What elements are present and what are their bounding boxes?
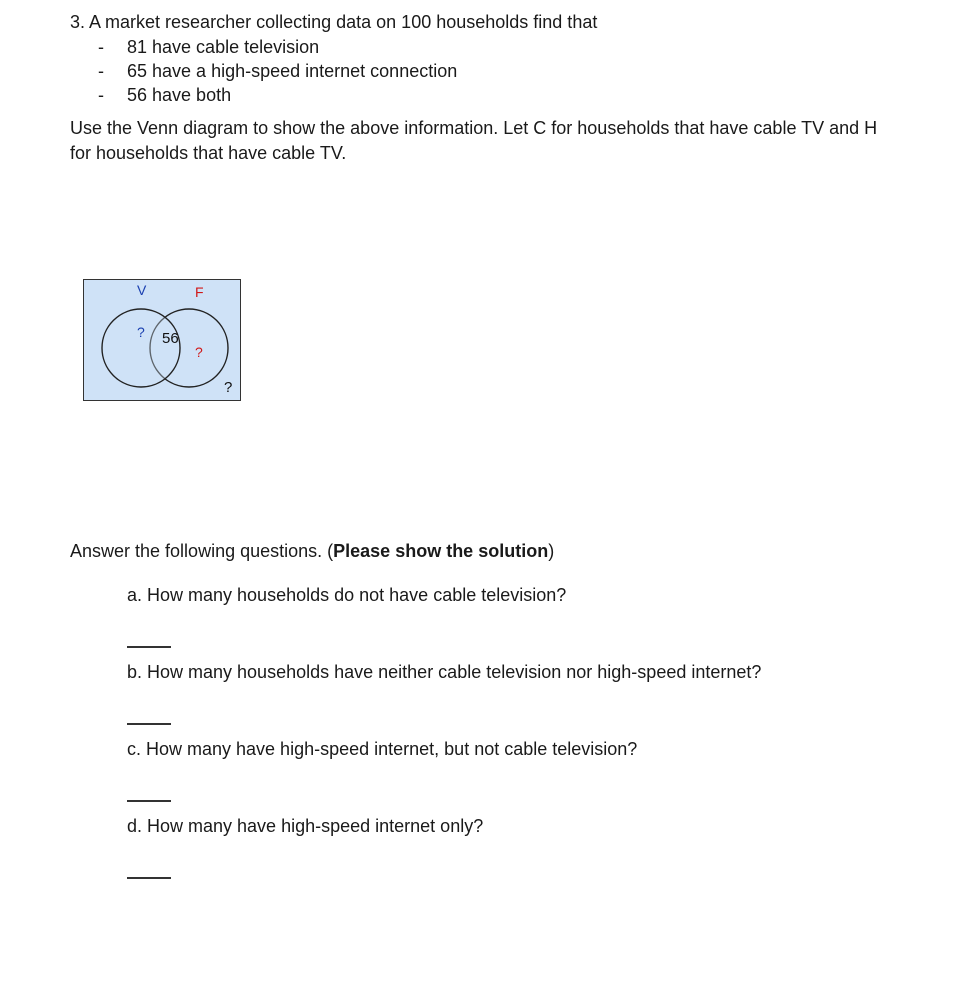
question-c: c. How many have high-speed internet, but not cable television? [127,739,638,759]
venn-diagram [83,279,241,401]
instruction-line-1: Use the Venn diagram to show the above information. Let C for households that have cable TV and H [70,118,878,138]
answer-instructions: Answer the following questions. (Please show the solution) [70,541,555,561]
answer-blank-c[interactable] [127,800,171,802]
problem-title: 3. A market researcher collecting data on 100 households find that [70,12,598,32]
answer-blank-b[interactable] [127,723,171,725]
bullet-dash: - [98,85,104,105]
bullet-dash: - [98,37,104,57]
venn-right-only-value: ? [195,344,203,360]
venn-left-only-value: ? [137,324,145,340]
venn-intersection-value: 56 [162,330,179,347]
instruction-line-2: for households that have cable TV. [70,143,347,163]
question-b: b. How many households have neither cable television nor high-speed internet? [127,662,762,682]
bullet-internet: 65 have a high-speed internet connection [127,61,458,81]
bullet-both: 56 have both [127,85,232,105]
solution-note: Please show the solution [333,541,549,561]
question-a: a. How many households do not have cable television? [127,585,567,605]
venn-outside-value: ? [224,379,233,396]
venn-set-v-label: V [137,282,147,298]
venn-circle-left [102,309,180,387]
question-d: d. How many have high-speed internet only? [127,816,484,836]
answer-blank-a[interactable] [127,646,171,648]
venn-set-f-label: F [195,284,204,300]
bullet-cable-tv: 81 have cable television [127,37,320,57]
answer-blank-d[interactable] [127,877,171,879]
bullet-dash: - [98,61,104,81]
